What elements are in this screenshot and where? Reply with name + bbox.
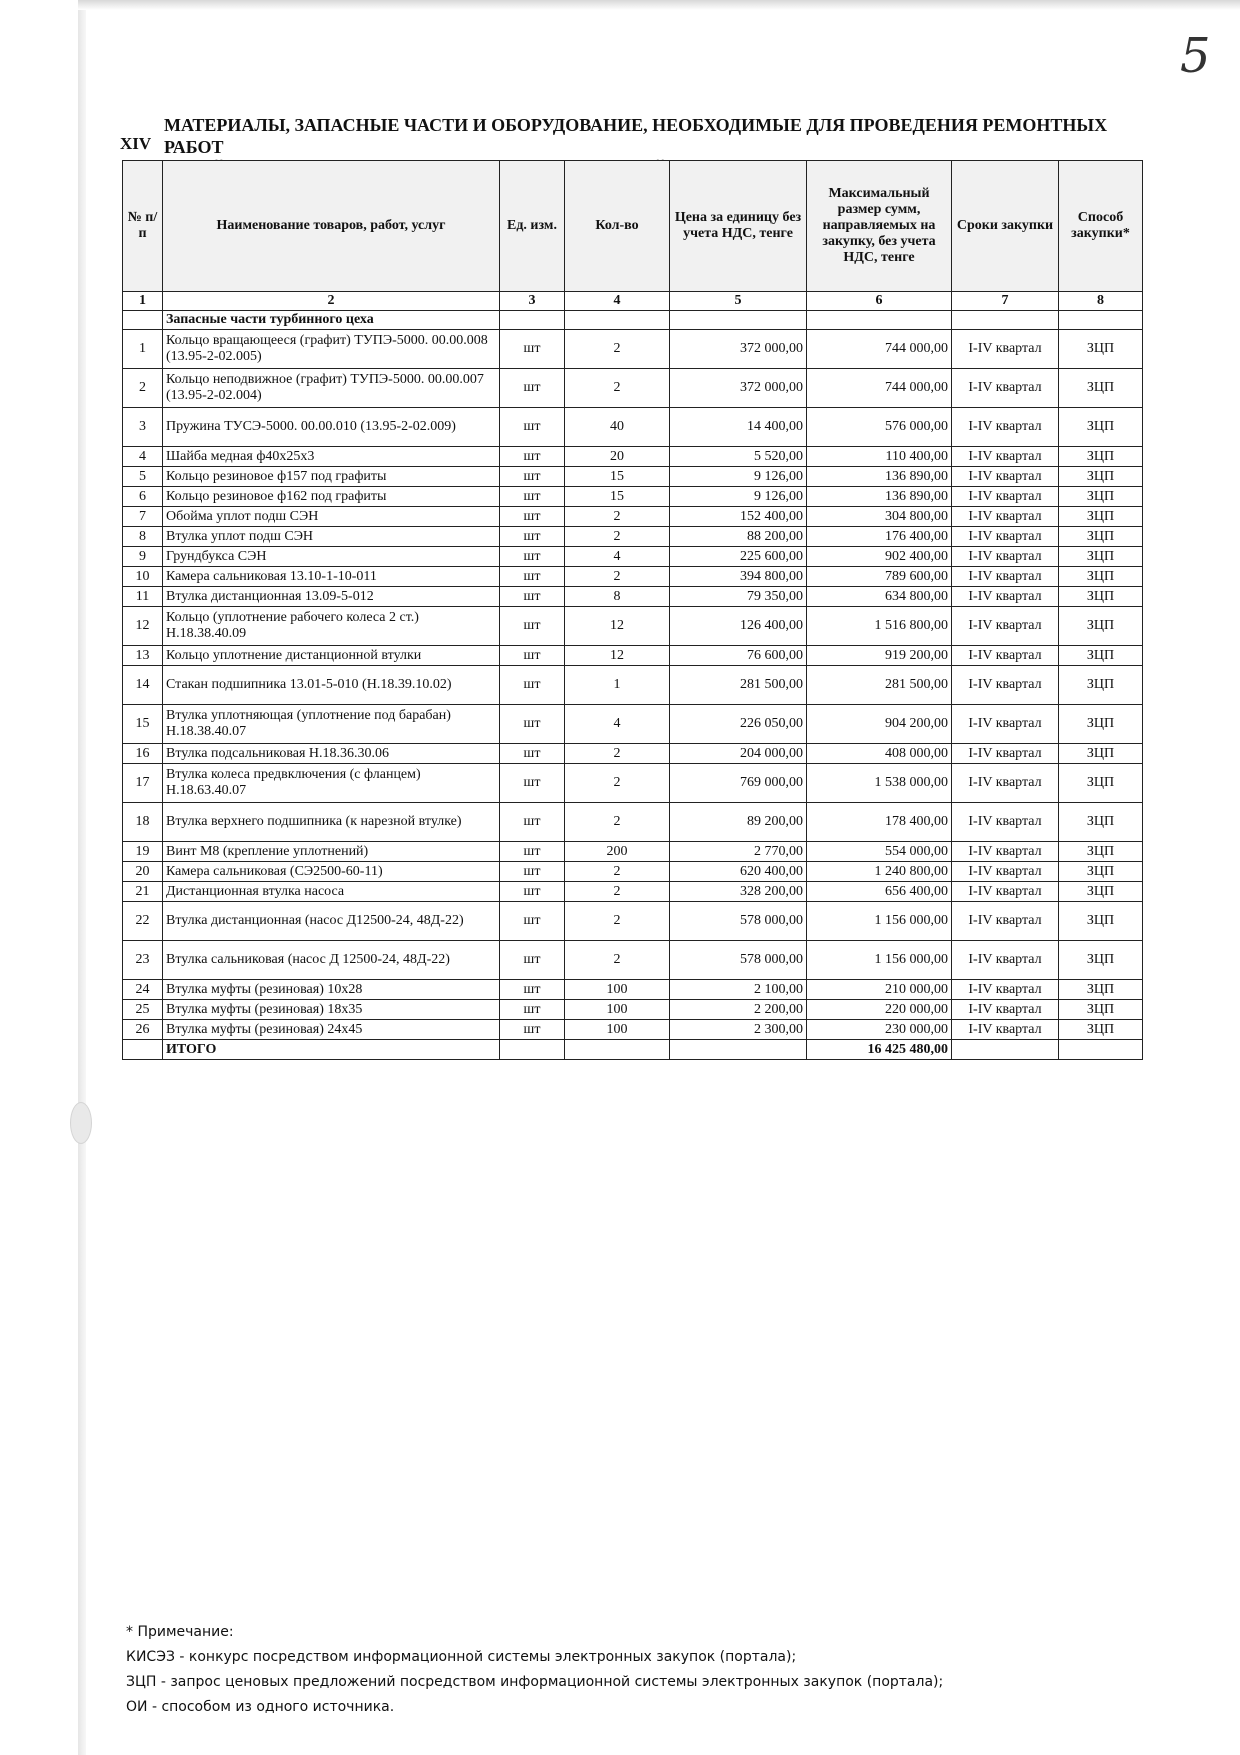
max-sum: 304 800,00 [807, 507, 952, 527]
item-name: Кольцо резиновое ф157 под графиты [163, 467, 500, 487]
scan-top-shade [78, 0, 1240, 10]
procurement-method: ЗЦП [1059, 369, 1143, 408]
item-name: Камера сальниковая 13.10-1-10-011 [163, 567, 500, 587]
row-number: 11 [123, 587, 163, 607]
unit: шт [500, 607, 565, 646]
item-name: Дистанционная втулка насоса [163, 882, 500, 902]
table-row [123, 902, 1143, 941]
unit: шт [500, 764, 565, 803]
unit-price: 89 200,00 [670, 803, 807, 842]
max-sum: 176 400,00 [807, 527, 952, 547]
table-row [123, 980, 1143, 1000]
procurement-method: ЗЦП [1059, 902, 1143, 941]
procurement-period: I-IV квартал [952, 902, 1059, 941]
quantity: 40 [565, 408, 670, 447]
empty-cell [807, 311, 952, 330]
unit-price: 5 520,00 [670, 447, 807, 467]
item-name: Втулка дистанционная 13.09-5-012 [163, 587, 500, 607]
column-number: 4 [565, 292, 670, 311]
table-row [123, 941, 1143, 980]
procurement-period: I-IV квартал [952, 862, 1059, 882]
max-sum: 1 240 800,00 [807, 862, 952, 882]
empty-cell [952, 311, 1059, 330]
unit-price: 372 000,00 [670, 369, 807, 408]
procurement-period: I-IV квартал [952, 507, 1059, 527]
procurement-period: I-IV квартал [952, 369, 1059, 408]
table-row [123, 567, 1143, 587]
row-number: 23 [123, 941, 163, 980]
table-row [123, 862, 1143, 882]
procurement-period: I-IV квартал [952, 607, 1059, 646]
row-number: 6 [123, 487, 163, 507]
max-sum: 110 400,00 [807, 447, 952, 467]
procurement-period: I-IV квартал [952, 587, 1059, 607]
header-name: Наименование товаров, работ, услуг [163, 161, 500, 292]
procurement-method: ЗЦП [1059, 567, 1143, 587]
row-number: 15 [123, 705, 163, 744]
quantity: 2 [565, 527, 670, 547]
procurement-method: ЗЦП [1059, 330, 1143, 369]
quantity: 2 [565, 567, 670, 587]
procurement-method: ЗЦП [1059, 507, 1143, 527]
unit-price: 204 000,00 [670, 744, 807, 764]
item-name: Втулка муфты (резиновая) 18х35 [163, 1000, 500, 1020]
max-sum: 281 500,00 [807, 666, 952, 705]
item-name: Шайба медная ф40х25х3 [163, 447, 500, 467]
unit: шт [500, 369, 565, 408]
max-sum: 1 516 800,00 [807, 607, 952, 646]
item-name: Втулка сальниковая (насос Д 12500-24, 48Д-22) [163, 941, 500, 980]
row-number: 3 [123, 408, 163, 447]
unit: шт [500, 467, 565, 487]
quantity: 12 [565, 646, 670, 666]
unit-price: 281 500,00 [670, 666, 807, 705]
empty-cell [1059, 1040, 1143, 1060]
row-number: 18 [123, 803, 163, 842]
max-sum: 554 000,00 [807, 842, 952, 862]
procurement-period: I-IV квартал [952, 487, 1059, 507]
header-unit: Ед. изм. [500, 161, 565, 292]
row-number: 8 [123, 527, 163, 547]
unit-price: 79 350,00 [670, 587, 807, 607]
unit: шт [500, 547, 565, 567]
unit-price: 328 200,00 [670, 882, 807, 902]
unit-price: 2 100,00 [670, 980, 807, 1000]
unit: шт [500, 902, 565, 941]
column-number-row [123, 292, 1143, 311]
quantity: 2 [565, 764, 670, 803]
table-row [123, 764, 1143, 803]
header-method: Способ закупки* [1059, 161, 1143, 292]
procurement-method: ЗЦП [1059, 980, 1143, 1000]
unit-price: 578 000,00 [670, 941, 807, 980]
max-sum: 408 000,00 [807, 744, 952, 764]
header-period: Сроки закупки [952, 161, 1059, 292]
table-row [123, 587, 1143, 607]
unit: шт [500, 941, 565, 980]
procurement-period: I-IV квартал [952, 1020, 1059, 1040]
item-name: Втулка верхнего подшипника (к нарезной втулке) [163, 803, 500, 842]
max-sum: 136 890,00 [807, 467, 952, 487]
unit: шт [500, 527, 565, 547]
row-number: 13 [123, 646, 163, 666]
unit: шт [500, 447, 565, 467]
quantity: 2 [565, 330, 670, 369]
table-row [123, 607, 1143, 646]
item-name: Обойма уплот подш СЭН [163, 507, 500, 527]
item-name: Кольцо (уплотнение рабочего колеса 2 ст.) Н.18.38.40.09 [163, 607, 500, 646]
header-price: Цена за единицу без учета НДС, тенге [670, 161, 807, 292]
quantity: 4 [565, 547, 670, 567]
notes [126, 1620, 943, 1720]
column-number: 8 [1059, 292, 1143, 311]
max-sum: 904 200,00 [807, 705, 952, 744]
row-number: 9 [123, 547, 163, 567]
column-number: 5 [670, 292, 807, 311]
procurement-method: ЗЦП [1059, 842, 1143, 862]
procurement-method: ЗЦП [1059, 862, 1143, 882]
item-name: Стакан подшипника 13.01-5-010 (Н.18.39.10.02) [163, 666, 500, 705]
empty-cell [670, 1040, 807, 1060]
notes-title: * Примечание: [126, 1624, 234, 1640]
unit-price: 225 600,00 [670, 547, 807, 567]
punch-hole [70, 1102, 92, 1144]
table-row [123, 1020, 1143, 1040]
max-sum: 210 000,00 [807, 980, 952, 1000]
unit: шт [500, 567, 565, 587]
max-sum: 1 156 000,00 [807, 902, 952, 941]
max-sum: 744 000,00 [807, 330, 952, 369]
quantity: 100 [565, 1000, 670, 1020]
item-name: Втулка муфты (резиновая) 10х28 [163, 980, 500, 1000]
quantity: 20 [565, 447, 670, 467]
procurement-period: I-IV квартал [952, 527, 1059, 547]
procurement-method: ЗЦП [1059, 587, 1143, 607]
unit: шт [500, 408, 565, 447]
row-number: 2 [123, 369, 163, 408]
quantity: 2 [565, 862, 670, 882]
procurement-period: I-IV квартал [952, 408, 1059, 447]
procurement-period: I-IV квартал [952, 330, 1059, 369]
column-number: 6 [807, 292, 952, 311]
unit: шт [500, 862, 565, 882]
notes-line-3: ОИ - способом из одного источника. [126, 1699, 395, 1715]
unit: шт [500, 803, 565, 842]
quantity: 2 [565, 744, 670, 764]
table-row [123, 330, 1143, 369]
row-number: 1 [123, 330, 163, 369]
row-number: 10 [123, 567, 163, 587]
unit: шт [500, 487, 565, 507]
unit-price: 2 200,00 [670, 1000, 807, 1020]
row-number: 17 [123, 764, 163, 803]
empty-cell [1059, 311, 1143, 330]
empty-cell [123, 1040, 163, 1060]
procurement-method: ЗЦП [1059, 487, 1143, 507]
quantity: 2 [565, 507, 670, 527]
total-label: ИТОГО [163, 1040, 500, 1060]
max-sum: 744 000,00 [807, 369, 952, 408]
unit: шт [500, 980, 565, 1000]
unit-price: 372 000,00 [670, 330, 807, 369]
table-row [123, 507, 1143, 527]
empty-cell [500, 1040, 565, 1060]
empty-cell [500, 311, 565, 330]
header-sum: Максимальный размер сумм, направляемых на закупку, без учета НДС, тенге [807, 161, 952, 292]
table-row [123, 666, 1143, 705]
row-number: 21 [123, 882, 163, 902]
procurement-period: I-IV квартал [952, 447, 1059, 467]
item-name: Втулка уплотняющая (уплотнение под барабан) Н.18.38.40.07 [163, 705, 500, 744]
row-number: 26 [123, 1020, 163, 1040]
column-number: 7 [952, 292, 1059, 311]
section-title-line-1: МАТЕРИАЛЫ, ЗАПАСНЫЕ ЧАСТИ И ОБОРУДОВАНИЕ, НЕОБХОДИМЫЕ ДЛЯ ПРОВЕДЕНИЯ РЕМОНТНЫХ РАБОТ [164, 115, 1108, 157]
quantity: 12 [565, 607, 670, 646]
header-row [123, 161, 1143, 292]
unit-price: 769 000,00 [670, 764, 807, 803]
table-row [123, 882, 1143, 902]
total-row [123, 1040, 1143, 1060]
item-name: Винт М8 (крепление уплотнений) [163, 842, 500, 862]
unit-price: 2 300,00 [670, 1020, 807, 1040]
quantity: 15 [565, 487, 670, 507]
empty-cell [670, 311, 807, 330]
quantity: 2 [565, 882, 670, 902]
procurement-method: ЗЦП [1059, 547, 1143, 567]
notes-line-1: КИСЭЗ - конкурс посредством информационной системы электронных закупок (портала); [126, 1649, 797, 1665]
unit: шт [500, 1020, 565, 1040]
section-row [123, 311, 1143, 330]
unit: шт [500, 744, 565, 764]
quantity: 2 [565, 369, 670, 408]
procurement-period: I-IV квартал [952, 842, 1059, 862]
total-value: 16 425 480,00 [807, 1040, 952, 1060]
table-row [123, 487, 1143, 507]
procurement-period: I-IV квартал [952, 547, 1059, 567]
unit: шт [500, 646, 565, 666]
notes-line-2: ЗЦП - запрос ценовых предложений посредством информационной системы электронных закупок (портала); [126, 1674, 944, 1690]
item-name: Втулка колеса предвключения (с фланцем) Н.18.63.40.07 [163, 764, 500, 803]
item-name: Кольцо неподвижное (графит) ТУПЭ-5000. 00.00.007 (13.95-2-02.004) [163, 369, 500, 408]
unit-price: 88 200,00 [670, 527, 807, 547]
quantity: 2 [565, 803, 670, 842]
procurement-method: ЗЦП [1059, 1020, 1143, 1040]
header-num: № п/п [123, 161, 163, 292]
unit-price: 394 800,00 [670, 567, 807, 587]
procurement-method: ЗЦП [1059, 744, 1143, 764]
row-number: 24 [123, 980, 163, 1000]
max-sum: 902 400,00 [807, 547, 952, 567]
procurement-method: ЗЦП [1059, 882, 1143, 902]
table-row [123, 705, 1143, 744]
max-sum: 1 538 000,00 [807, 764, 952, 803]
unit-price: 152 400,00 [670, 507, 807, 527]
procurement-period: I-IV квартал [952, 764, 1059, 803]
procurement-method: ЗЦП [1059, 646, 1143, 666]
procurement-method: ЗЦП [1059, 447, 1143, 467]
procurement-period: I-IV квартал [952, 666, 1059, 705]
procurement-period: I-IV квартал [952, 567, 1059, 587]
unit: шт [500, 705, 565, 744]
row-number: 7 [123, 507, 163, 527]
procurement-table [122, 160, 1143, 1060]
procurement-period: I-IV квартал [952, 941, 1059, 980]
empty-cell [565, 311, 670, 330]
procurement-period: I-IV квартал [952, 646, 1059, 666]
row-number: 19 [123, 842, 163, 862]
column-number: 1 [123, 292, 163, 311]
unit: шт [500, 666, 565, 705]
procurement-method: ЗЦП [1059, 1000, 1143, 1020]
max-sum: 576 000,00 [807, 408, 952, 447]
procurement-period: I-IV квартал [952, 744, 1059, 764]
table-row [123, 744, 1143, 764]
max-sum: 789 600,00 [807, 567, 952, 587]
procurement-method: ЗЦП [1059, 803, 1143, 842]
max-sum: 230 000,00 [807, 1020, 952, 1040]
item-name: Кольцо резиновое ф162 под графиты [163, 487, 500, 507]
unit: шт [500, 330, 565, 369]
section-label: Запасные части турбинного цеха [163, 311, 500, 330]
max-sum: 656 400,00 [807, 882, 952, 902]
item-name: Грундбукса СЭН [163, 547, 500, 567]
row-number: 4 [123, 447, 163, 467]
procurement-method: ЗЦП [1059, 408, 1143, 447]
item-name: Пружина ТУСЭ-5000. 00.00.010 (13.95-2-02.009) [163, 408, 500, 447]
table-body [123, 292, 1143, 1060]
table-row [123, 369, 1143, 408]
empty-cell [565, 1040, 670, 1060]
quantity: 8 [565, 587, 670, 607]
quantity: 100 [565, 1020, 670, 1040]
unit-price: 126 400,00 [670, 607, 807, 646]
row-number: 14 [123, 666, 163, 705]
procurement-period: I-IV квартал [952, 467, 1059, 487]
max-sum: 178 400,00 [807, 803, 952, 842]
quantity: 2 [565, 941, 670, 980]
procurement-period: I-IV квартал [952, 1000, 1059, 1020]
procurement-method: ЗЦП [1059, 527, 1143, 547]
item-name: Втулка дистанционная (насос Д12500-24, 48Д-22) [163, 902, 500, 941]
scan-edge [78, 0, 86, 1755]
unit: шт [500, 587, 565, 607]
max-sum: 136 890,00 [807, 487, 952, 507]
max-sum: 220 000,00 [807, 1000, 952, 1020]
header-qty: Кол-во [565, 161, 670, 292]
quantity: 100 [565, 980, 670, 1000]
unit-price: 76 600,00 [670, 646, 807, 666]
procurement-method: ЗЦП [1059, 607, 1143, 646]
item-name: Кольцо уплотнение дистанционной втулки [163, 646, 500, 666]
table-row [123, 527, 1143, 547]
item-name: Втулка муфты (резиновая) 24х45 [163, 1020, 500, 1040]
section-number: XIV [120, 134, 152, 153]
procurement-method: ЗЦП [1059, 666, 1143, 705]
max-sum: 919 200,00 [807, 646, 952, 666]
table-row [123, 1000, 1143, 1020]
unit-price: 620 400,00 [670, 862, 807, 882]
table-row [123, 447, 1143, 467]
table-row [123, 467, 1143, 487]
procurement-method: ЗЦП [1059, 764, 1143, 803]
max-sum: 1 156 000,00 [807, 941, 952, 980]
column-number: 3 [500, 292, 565, 311]
row-number: 5 [123, 467, 163, 487]
table-row [123, 408, 1143, 447]
unit-price: 2 770,00 [670, 842, 807, 862]
item-name: Втулка подсальниковая Н.18.36.30.06 [163, 744, 500, 764]
row-number: 25 [123, 1000, 163, 1020]
table-row [123, 803, 1143, 842]
row-number: 16 [123, 744, 163, 764]
empty-cell [952, 1040, 1059, 1060]
column-number: 2 [163, 292, 500, 311]
table-row [123, 547, 1143, 567]
quantity: 1 [565, 666, 670, 705]
unit-price: 226 050,00 [670, 705, 807, 744]
item-name: Кольцо вращающееся (графит) ТУПЭ-5000. 00.00.008 (13.95-2-02.005) [163, 330, 500, 369]
procurement-method: ЗЦП [1059, 467, 1143, 487]
procurement-period: I-IV квартал [952, 980, 1059, 1000]
max-sum: 634 800,00 [807, 587, 952, 607]
unit: шт [500, 882, 565, 902]
procurement-method: ЗЦП [1059, 941, 1143, 980]
empty-cell [123, 311, 163, 330]
quantity: 15 [565, 467, 670, 487]
quantity: 200 [565, 842, 670, 862]
unit-price: 578 000,00 [670, 902, 807, 941]
item-name: Втулка уплот подш СЭН [163, 527, 500, 547]
page-number: 5 [1180, 28, 1211, 84]
unit-price: 9 126,00 [670, 467, 807, 487]
item-name: Камера сальниковая (СЭ2500-60-11) [163, 862, 500, 882]
quantity: 2 [565, 902, 670, 941]
table-row [123, 842, 1143, 862]
unit: шт [500, 842, 565, 862]
row-number: 20 [123, 862, 163, 882]
row-number: 12 [123, 607, 163, 646]
unit-price: 14 400,00 [670, 408, 807, 447]
unit: шт [500, 1000, 565, 1020]
unit: шт [500, 507, 565, 527]
row-number: 22 [123, 902, 163, 941]
quantity: 4 [565, 705, 670, 744]
procurement-method: ЗЦП [1059, 705, 1143, 744]
table-row [123, 646, 1143, 666]
procurement-period: I-IV квартал [952, 705, 1059, 744]
procurement-period: I-IV квартал [952, 882, 1059, 902]
unit-price: 9 126,00 [670, 487, 807, 507]
procurement-period: I-IV квартал [952, 803, 1059, 842]
